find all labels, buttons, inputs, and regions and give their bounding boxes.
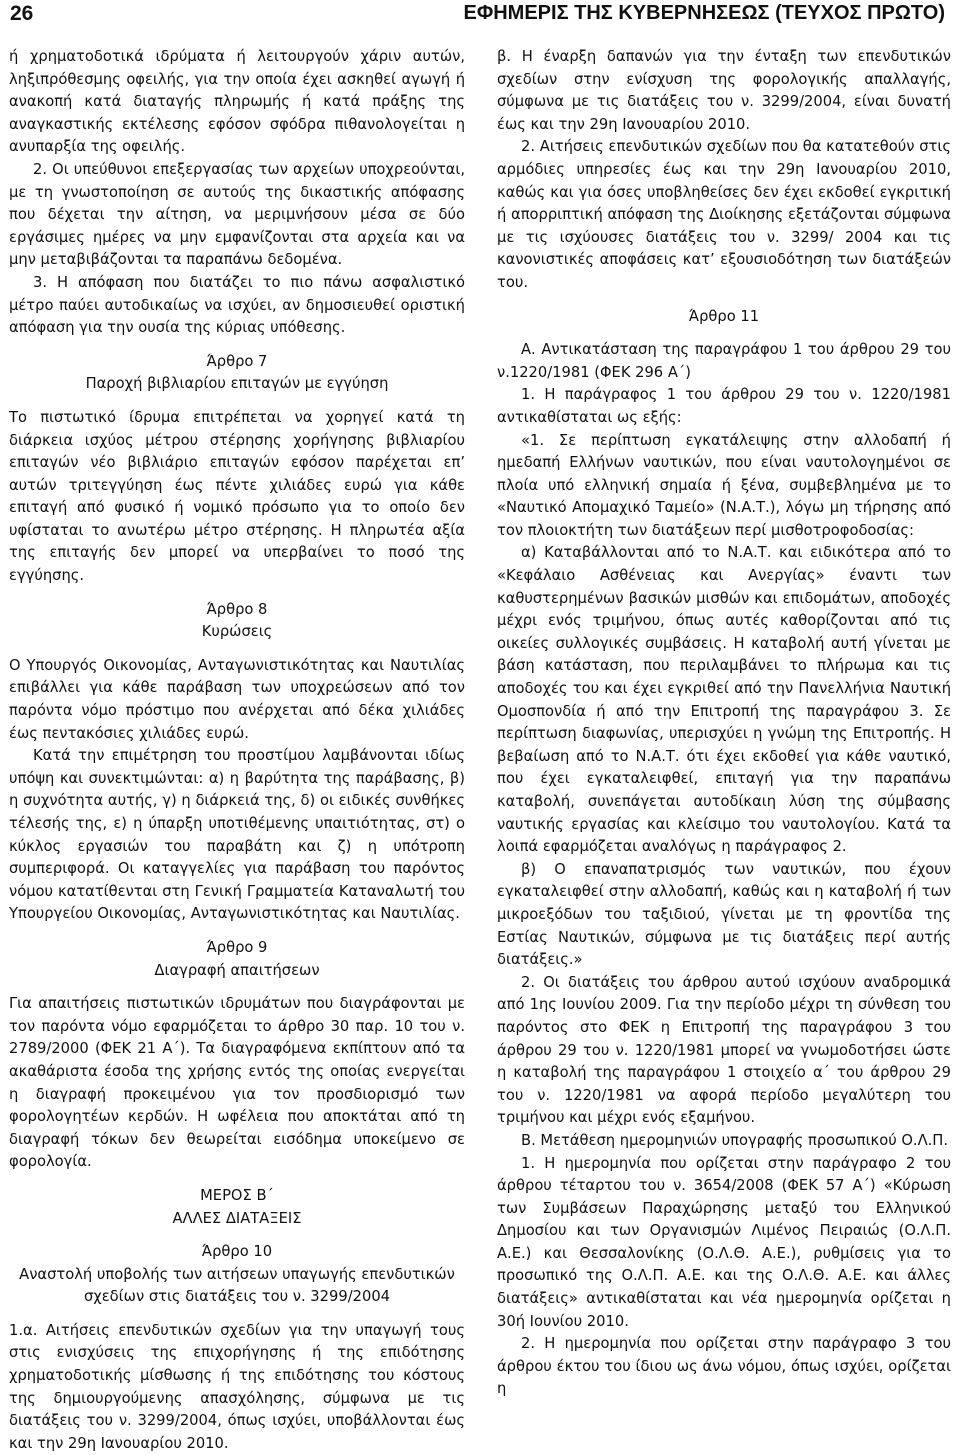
part-b-subtitle: ΑΛΛΕΣ ΔΙΑΤΑΞΕΙΣ — [172, 1209, 302, 1227]
paragraph: β. Η έναρξη δαπανών για την ένταξη των επενδυτικών σχεδίων στην ενίσχυση της φορολογικής απαλλαγής, σύμφωνα με τις διατάξεις του ν. 3299/2004, είναι δυνατή έως και την 29η Ιανουαρίου 2010. — [497, 48, 951, 133]
article-8-subtitle: Κυρώσεις — [201, 623, 273, 641]
paragraph: 2. Οι διατάξεις του άρθρου αυτού ισχύουν αναδρομικά από 1ης Ιουνίου 2009. Για την περίοδο μέχρι τη σύνθεση του παρόντος στο ΦΕΚ η Επιτροπή της παραγράφου 3 του άρθρου 29 του ν. 1220/1981 μπορεί να γνωμοδοτήσει ώστε η καταβολή της παραγράφου 1 στοιχείο α΄ του άρθρου 29 του ν. 1220/1981 να αφορά περίοδο μεγαλύτερη του τριμήνου και μέχρι ενός εξαμήνου. — [497, 973, 951, 1127]
paragraph: ή χρηματοδοτικά ιδρύματα ή λειτουργούν χάριν αυτών, ληξιπρόθεσμης οφειλής, για την οποία έχει ασκηθεί αγωγή ή ανακοπή κατά διαταγής πληρωμής ή κατά πράξης της αναγκαστικής εκτέλεσης εφόσον σφόδρα πιθανολογείται η ανυπαρξία της οφειλής. — [9, 48, 465, 156]
paragraph: 1.α. Αιτήσεις επενδυτικών σχεδίων για την υπαγωγή τους στις ενισχύσεις της επιχορήγησης ή της επιδότησης χρηματοδοτικής μίσθωσης ή της επιδότησης του κόστους της δημιουργούμενης απασχόλησης, σύμφωνα με τις διατάξεις του ν. 3299/2004, όπως ισχύει, υποβάλλονται έως και την 29η Ιανουαρίου 2010. — [9, 1321, 465, 1452]
article-7-title: Άρθρο 7 — [206, 352, 268, 370]
article-11-title: Άρθρο 11 — [688, 307, 760, 325]
article-10-subtitle: Αναστολή υποβολής των αιτήσεων υπαγωγής επενδυτικών σχεδίων στις διατάξεις του ν. 3299/2004 — [19, 1265, 455, 1306]
paragraph: α) Καταβάλλονται από το Ν.Α.Τ. και ειδικότερα από το «Κεφάλαιο Ασθένειας και Ανεργίας» έναντι των καθυστερημένων βασικών μισθών και επιδομάτων, αποδοχές μέχρι ενός τριμήνου, όπως αυτές καθορίζονται από τις οικείες συλλογικές συμβάσεις. Η καταβολή αυτή γίνεται με βάση κατάσταση, που περιλαμβάνει το πλήρωμα και τις αποδοχές του και έχει εγκριθεί από την Πανελλήνια Ναυτική Ομοσπονδία ή από την Επιτροπή της παραγράφου 3. Σε περίπτωση διαφωνίας, υπερισχύει η γνώμη της Επιτροπής. Η βεβαίωση από το Ν.Α.Τ. ότι έχει εκδοθεί για κάθε ναυτικό, που έχει εγκαταλειφθεί, επιταγή για την παραπάνω καταβολή, συνεπάγεται αυτοδίκαιη λύση της σύμβασης ναυτικής εργασίας και κλείσιμο του ναυτολογίου. Κατά τα λοιπά εφαρμόζεται αναλόγως η παράγραφος 2. — [497, 544, 951, 856]
article-9-title: Άρθρο 9 — [206, 938, 268, 956]
article-7-subtitle: Παροχή βιβλιαρίου επιταγών με εγγύηση — [85, 375, 389, 393]
left-column — [9, 46, 465, 1455]
article-9-subtitle: Διαγραφή απαιτήσεων — [154, 961, 320, 979]
part-b-title: ΜΕΡΟΣ Β΄ — [200, 1186, 274, 1204]
article-8-title: Άρθρο 8 — [206, 600, 268, 618]
gazette-title: ΕΦΗΜΕΡΙΣ ΤΗΣ ΚΥΒΕΡΝΗΣΕΩΣ (ΤΕΥΧΟΣ ΠΡΩΤΟ) — [463, 2, 945, 24]
section-b-heading: Β. Μετάθεση ημερομηνιών υπογραφής προσωπικού Ο.Λ.Π. — [521, 1131, 949, 1149]
section-a-heading: Α. Αντικατάσταση της παραγράφου 1 του άρθρου 29 του ν.1220/1981 (ΦΕΚ 296 Α΄) — [497, 341, 951, 381]
page-number: 26 — [10, 2, 34, 25]
paragraph: 2. Αιτήσεις επενδυτικών σχεδίων που θα κατατεθούν στις αρμόδιες υπηρεσίες έως και την 29η Ιανουαρίου 2010, καθώς και για όσες υποβληθείσες δεν έχει εκδοθεί εγκριτική ή απορριπτική απόφαση της Διοίκησης εξετάζονται σύμφωνα με τις ισχύουσες διατάξεις του ν. 3299/ 2004 και τις κανονιστικές αποφάσεις κατ’ εξουσιοδότηση των διατάξεών του. — [497, 138, 951, 291]
paragraph: Το πιστωτικό ίδρυμα επιτρέπεται να χορηγεί κατά τη διάρκεια ισχύος μέτρου στέρησης χορήγησης βιβλιαρίου επιταγών νέο βιβλιάριο επιταγών εφόσον παρέχεται επ’ αυτών τριτεγγύηση έως πέντε χιλιάδες ευρώ για κάθε επιταγή από φυσικό ή νομικό πρόσωπο για το οποίο δεν υφίσταται το ανωτέρω μέτρο στέρησης. Η πληρωτέα αξία της επιταγής δεν μπορεί να υπερβαίνει το ποσό της εγγύησης. — [9, 408, 465, 585]
right-column — [497, 46, 951, 1401]
paragraph: 2. Η ημερομηνία που ορίζεται στην παράγραφο 3 του άρθρου έκτου του ίδιου ως άνω νόμου, όπως ισχύει, ορίζεται η — [497, 1335, 951, 1398]
paragraph: 1. Η παράγραφος 1 του άρθρου 29 του ν. 1220/1981 αντικαθίσταται ως εξής: — [497, 386, 951, 426]
paragraph: 2. Οι υπεύθυνοι επεξεργασίας των αρχείων υποχρεούνται, με τη γνωστοποίηση σε αυτούς της δικαστικής απόφασης που δέχεται την αίτηση, να μεριμνήσουν μέσα σε δύο εργάσιμες ημέρες να μην εμφανίζονται στα αρχεία και να μην μεταβιβάζονται τα παραπάνω δεδομένα. — [9, 160, 465, 269]
paragraph: 3. Η απόφαση που διατάζει το πιο πάνω ασφαλιστικό μέτρο παύει αυτοδικαίως να ισχύει, αν δημοσιευθεί οριστική απόφαση για την ουσία της κύριας υπόθεσης. — [9, 273, 465, 337]
paragraph: Κατά την επιμέτρηση του προστίμου λαμβάνονται ιδίως υπόψη και συνεκτιμώνται: α) η βαρύτητα της παράβασης, β) η συχνότητα αυτής, γ) η διάρκειά της, δ) οι ειδικές συνθήκες τέλεσής της, ε) η ύπαρξη υποτιθέμενης υπαιτιότητας, στ) ο κύκλος εργασιών του παραβάτη και ζ) η υπότροπη συμπεριφορά. Οι καταγγελίες για παράβαση του παρόντος νόμου κατατίθενται στη Γενική Γραμματεία Καταναλωτή του Υπουργείου Οικονομίας, Ανταγωνιστικότητας και Ναυτιλίας. — [9, 747, 465, 923]
paragraph: β) Ο επαναπατρισμός των ναυτικών, που έχουν εγκαταλειφθεί στην αλλοδαπή, καθώς και η καταβολή ή των μικροεξόδων του ταξιδιού, γίνεται με τη φροντίδα της Εστίας Ναυτικών, σύμφωνα με τις διατάξεις περί αυτής διατάξεις.» — [497, 860, 951, 969]
paragraph: 1. Η ημερομηνία που ορίζεται στην παράγραφο 2 του άρθρου τέταρτου του ν. 3654/2008 (ΦΕΚ 57 Α΄) «Κύρωση των Συμβάσεων Παραχώρησης μεταξύ του Ελληνικού Δημοσίου και των Οργανισμών Λιμένος Πειραιώς (Ο.Λ.Π. Α.Ε.) και Θεσσαλονίκης (Ο.Λ.Θ. Α.Ε.), ρυθμίσεις για το προσωπικό της Ο.Λ.Π. Α.Ε. και της Ο.Λ.Θ. Α.Ε. και άλλες διατάξεις» αντικαθίσταται και νέα ημερομηνία ορίζεται η 30ή Ιουνίου 2010. — [497, 1154, 951, 1330]
paragraph: «1. Σε περίπτωση εγκατάλειψης στην αλλοδαπή ή ημεδαπή Ελλήνων ναυτικών, που είναι ναυτολογημένοι σε πλοία υπό ελληνική σημαία ή ξένα, συμβεβλημένα με το «Ναυτικό Απομαχικό Ταμείο» (Ν.Α.Τ.), λόγω μη τήρησης από τον πλοιοκτήτη των διατάξεων περί μισθοτροφοδοσίας: — [497, 431, 951, 539]
article-10-title: Άρθρο 10 — [201, 1243, 273, 1261]
page-header — [0, 0, 960, 50]
paragraph: Για απαιτήσεις πιστωτικών ιδρυμάτων που διαγράφονται με τον παρόντα νόμο εφαρμόζεται το άρθρο 30 παρ. 10 του ν. 2789/2000 (ΦΕΚ 21 Α΄). Τα διαγραφόμενα εκπίπτουν από τα ακαθάριστα έσοδα της χρήσης εντός της οποίας ενεργείται η διαγραφή προκειμένου για τον προσδιορισμό των φορολογητέων κερδών. Η ωφέλεια που αποκτάται από τη διαγραφή τόκων δεν θεωρείται εισόδημα υποκείμενο σε φορολογία. — [9, 995, 465, 1171]
paragraph: Ο Υπουργός Οικονομίας, Ανταγωνιστικότητας και Ναυτιλίας επιβάλλει για κάθε παράβαση των υποχρεώσεων από τον παρόντα νόμο πρόστιμο που ανέρχεται από δέκα χιλιάδες έως πεντακόσιες χιλιάδες ευρώ. — [9, 656, 465, 742]
